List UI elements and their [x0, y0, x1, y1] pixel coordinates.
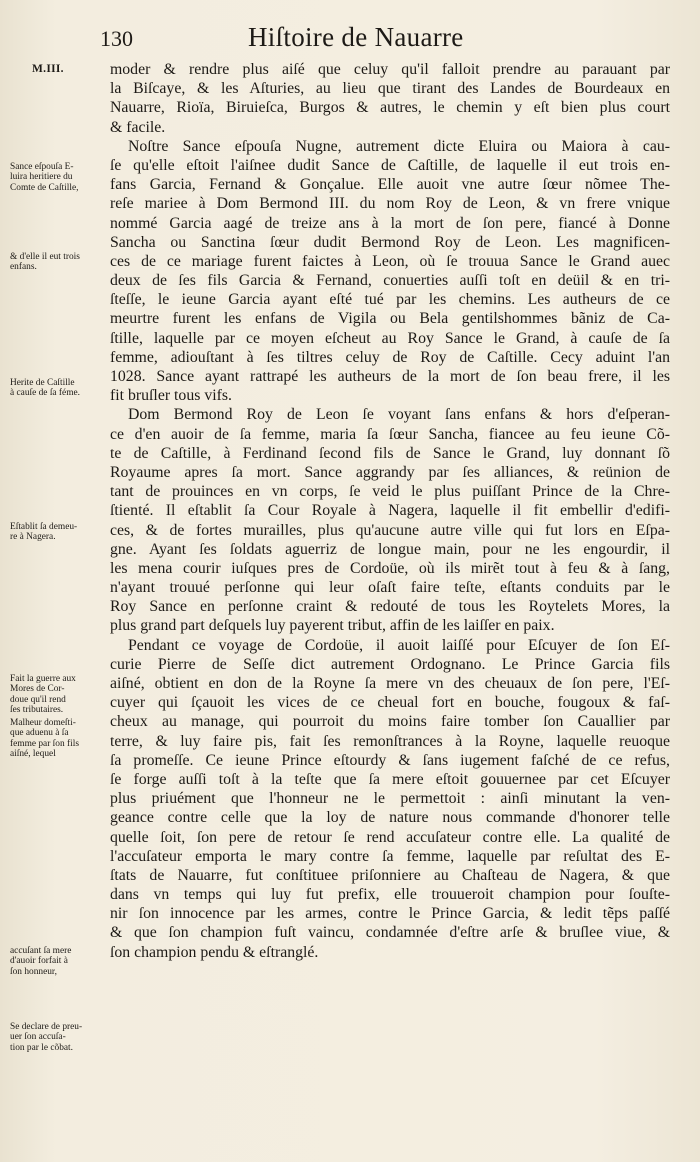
margin-note-accusation: accuſant ſa mere d'auoir forfait à ſon honneur,: [10, 946, 72, 977]
text-line: Roy Sance en perſonne craint & redouté de tous les Roytelets Mores, la: [110, 598, 670, 616]
text-line: gne. Ayant ſes ſoldats aguerriz de longue main, pour ne les engourdir, il: [110, 540, 670, 558]
text-line: ſa promeſſe. Ce ieune Prince eſtourdy & ſans iugement faſché de ce refus,: [110, 751, 670, 769]
text-line: & facile.: [110, 118, 166, 136]
text-line: ces, & de fortes murailles, plus qu'aucune autre ville qui fut lors en Eſpa-: [110, 521, 670, 539]
text-line: Dom Bermond Roy de Leon ſe voyant ſans enfans & hors d'eſperan-: [128, 406, 670, 424]
text-line: ſe forge auſſi toſt à la teſte que ſa mere eſtoit gouuernee par cet Eſcuyer: [110, 770, 670, 788]
text-line: moder & rendre plus aiſé que celuy qu'il falloit prendre au parauant par: [110, 61, 670, 78]
text-line: dans vn temps qui luy fut prefix, elle trouueroit champion pour ſouſte-: [110, 886, 670, 904]
text-line: ſon champion pendu & eſtranglé.: [110, 943, 319, 961]
text-line: cheux au manage, qui pourroit du moins faire tomber ſon Cauallier par: [110, 713, 670, 731]
text-line: ſtille, laquelle par ce moyen eſcheut au Roy Sance le Grand, à cauſe de ſa: [110, 329, 670, 347]
text-line: nommé Garcia aagé de treize ans à la mort de ſon pere, fiancé à Donne: [110, 214, 670, 232]
margin-note-castile: Herite de Caſtille à cauſe de ſa féme.: [10, 378, 81, 399]
text-line: ce d'en auoir de ſa femme, maria ſa ſœur Sancha, fiancee au feu ieune Cõ-: [110, 425, 670, 443]
text-line: plus priuément que l'honneur ne le permettoit : ainſi minutant la ven-: [110, 790, 670, 808]
text-line: nir ſon innocence par les armes, contre le Prince Garcia, & ledit tẽps paſſé: [110, 905, 670, 923]
text-line: cuyer qui ſçauoit les vices de ce cheual fort en bouche, fougoux & faſ-: [110, 694, 670, 712]
running-title: Hiſtoire de Nauarre: [248, 22, 464, 52]
margin-note-children: & d'elle il eut trois enfans.: [10, 252, 80, 273]
text-line: ſtats de Nauarre, fut conſtituee priſonniere au Chaſteau de Nagera, & que: [110, 866, 670, 884]
text-line: fit bruſler tous vifs.: [110, 387, 232, 405]
margin-note-nagera: Eſtablit ſa demeu- re à Nagera.: [10, 522, 78, 543]
text-line: les mena courir iuſques pres de Cordoüe, où ils mirẽt tout à feu & à ſang,: [110, 559, 670, 577]
margin-note-combat: Se declare de preu- uer ſon accuſa- tion par le cõbat.: [10, 1022, 83, 1053]
text-line: geance contre celle que la loy de nature nous commande d'honorer telle: [110, 809, 670, 827]
text-line: la Biſcaye, & les Aſturies, au lieu que tirant des Landes de Bourdeaux en: [110, 80, 670, 98]
text-line: curie Pierre de Seſſe dict autrement Ordognano. Le Prince Garcia fils: [110, 655, 670, 673]
text-line: plus grand part deſquels luy payerent tribut, affin de les laiſſer en paix.: [110, 617, 555, 635]
text-line: Sancha ou Sanctina ſœur dudit Bermond Roy de Leon. Les magnificen-: [110, 233, 670, 251]
text-line: fans Garcia, Fernand & Gonçalue. Elle auoit vne autre ſœur nõmee The-: [110, 176, 670, 194]
text-line: l'accuſateur emporta le mary contre ſa femme, laquelle par reſultat des E-: [110, 847, 670, 865]
margin-note-misfortune: Malheur domeſti- que aduenu à ſa femme par ſon fils aiſné, lequel: [10, 718, 79, 760]
body-text: [110, 60, 670, 962]
text-line: terre, & luy faire pis, fait ſes remonſtrances à la Royne, laquelle reuoque: [110, 732, 670, 750]
text-line: deux de ſes fils Garcia & Fernand, conuerties auſſi toſt en deüil & en tri-: [110, 272, 670, 290]
text-line: Pendant ce voyage de Cordoüe, il auoit laiſſé pour Eſcuyer de ſon Eſ-: [128, 636, 670, 654]
margin-note-cordoba-war: Fait la guerre aux Mores de Cor- doue qu'il rend ſes tributaires.: [10, 674, 76, 716]
text-line: quelle ſoit, ſon pere de retour ſe rend accuſateur contre elle. La qualité de: [110, 828, 670, 846]
text-line: ſteſſe, le ieune Garcia ayant eſté tué par les chemins. Les autheurs de ce: [110, 291, 670, 309]
text-line: ces de ce mariage furent faictes à Leon, où ſe trouua Sance le Grand auec: [110, 252, 670, 270]
text-line: aiſné, obtient en don de la Royne ſa mere vn des cheuaux de ſon pere, l'Eſ-: [110, 675, 670, 692]
text-line: meurtre furent les enfans de Vigila ou Bela gentilshommes bãniz de Ca-: [110, 310, 670, 328]
text-line: Nauarre, Rioïa, Biruieſca, Burgos & autres, le chemin y eſt bien plus court: [110, 99, 670, 117]
text-line: te de Caſtille, à Ferdinand ſecond fils de Sance le Grand, luy donnant ſõ: [110, 444, 670, 462]
text-line: Noſtre Sance eſpouſa Nugne, autrement dicte Eluira ou Maiora à cau-: [128, 137, 670, 155]
page-header: [0, 22, 700, 56]
page-number: 130: [100, 26, 133, 51]
text-line: reſe mariee à Dom Bermond III. du nom Roy de Leon, & vn frere vnique: [110, 195, 670, 213]
margin-note-section-ref: M.III.: [32, 63, 64, 75]
text-line: n'ayant trouué perſonne qui leur oſaſt faire teſte, eſtants conduits par le: [110, 579, 670, 597]
text-line: femme, adiouſtant à ſes tiltres celuy de Roy de Caſtille. Cecy aduint l'an: [110, 348, 670, 366]
text-line: tant de prouinces en vn corps, ſe veid le plus puiſſant Prince de la Chre-: [110, 483, 670, 501]
text-line: 1028. Sance ayant rattrapé les autheurs de la mort de ſon beau frere, il les: [110, 368, 670, 385]
text-line: & que ſon champion fuſt vaincu, condamnée d'eſtre arſe & bruſlee viue, &: [110, 924, 670, 942]
text-line: Royaume apres ſa mort. Sance aggrandy par ſes alliances, & reünion de: [110, 463, 670, 481]
text-line: ſe qu'elle eſtoit l'aiſnee dudit Sance de Caſtille, de laquelle il eut trois en-: [110, 156, 670, 174]
margin-note-marriage: Sance eſpouſa E- luira heritiere du Comte de Caſtille,: [10, 162, 79, 193]
text-line: ſtienté. Il eſtablit ſa Cour Royale à Nagera, laquelle il fit embellir d'edifi-: [110, 502, 670, 520]
